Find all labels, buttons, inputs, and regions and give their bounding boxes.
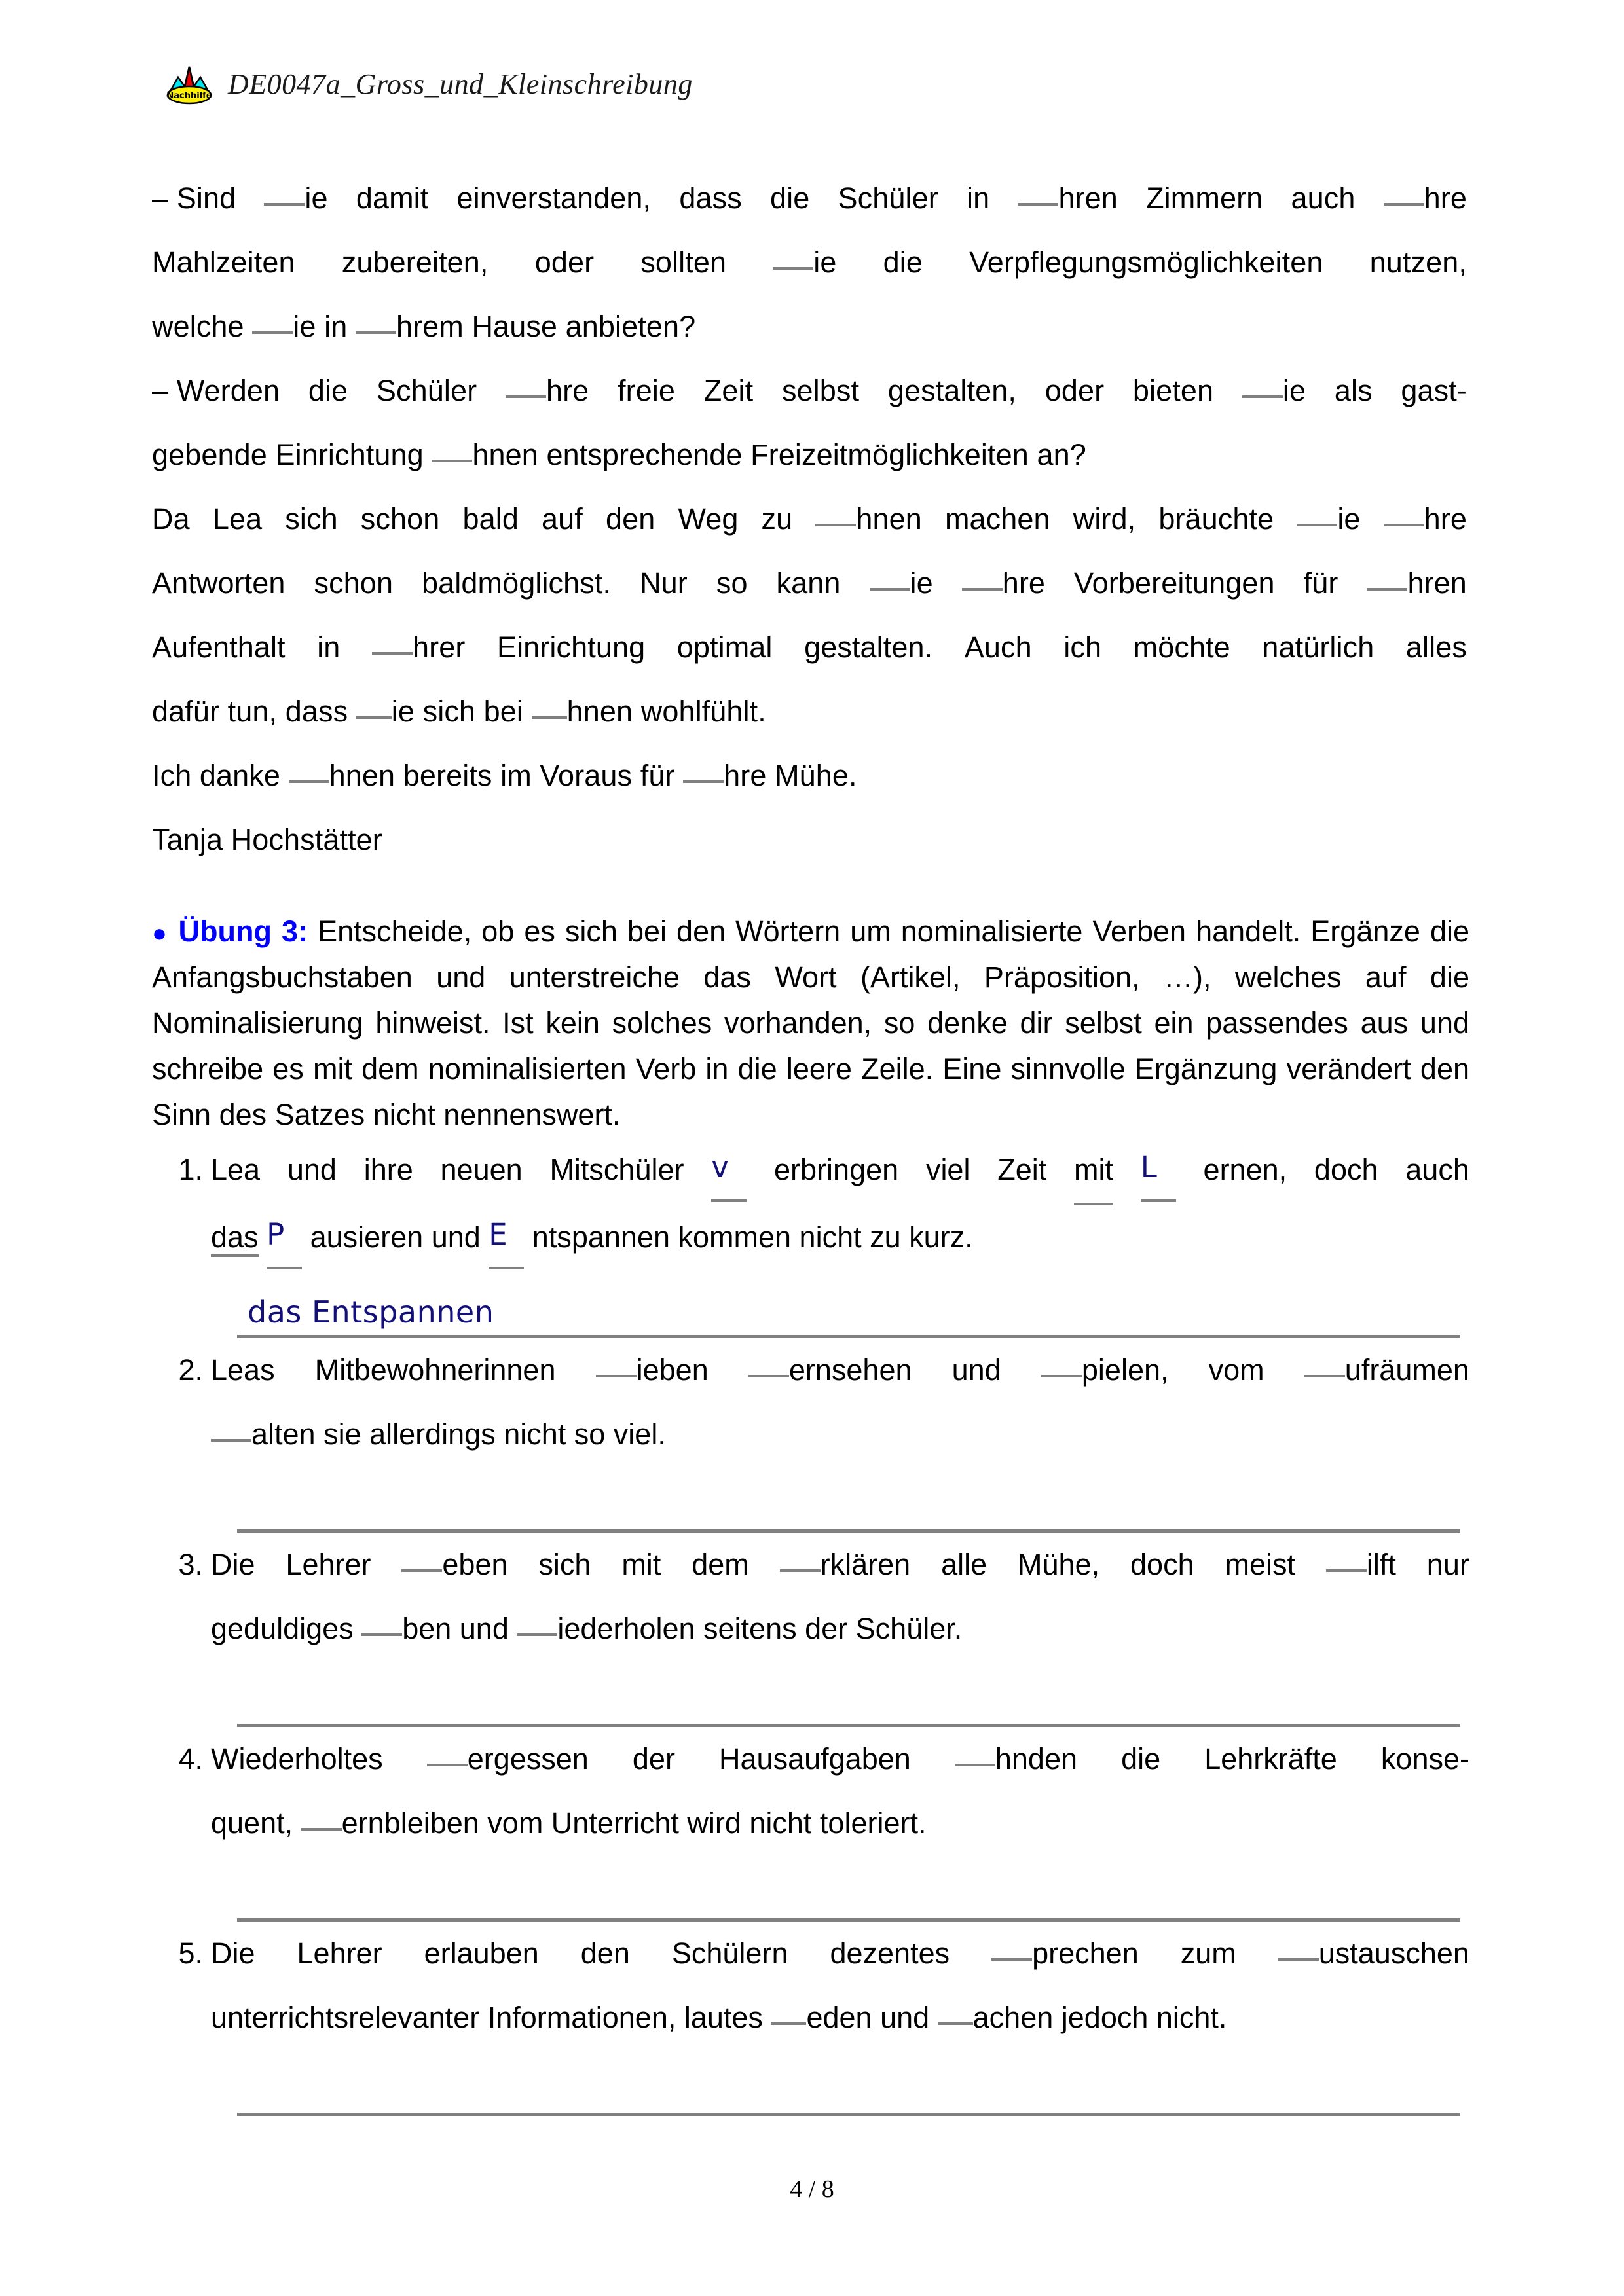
list-item: [165, 1338, 1469, 1533]
bullet-icon: ●: [152, 920, 169, 947]
letter-line-4: – Werden die Schüler hre freie Zeit selbst gestalten, oder bieten ie als gast-: [152, 374, 1467, 407]
item-number: 5.: [178, 1937, 203, 1970]
blank-field[interactable]: [955, 1764, 995, 1766]
letter-signature: Tanja Hochstätter: [152, 823, 382, 856]
letter-line-3: welche ie in hrem Hause anbieten?: [152, 310, 696, 343]
handwritten-letter: v: [711, 1150, 729, 1184]
blank-field[interactable]: [432, 460, 472, 462]
letter-line-8: Aufenthalt in hrer Einrichtung optimal gestalten. Auch ich möchte natürlich alles: [152, 630, 1467, 664]
item-line: Leas Mitbewohnerinnen ieben ernsehen und pielen, vom ufräumen: [211, 1353, 1469, 1387]
blank-field[interactable]: [748, 1375, 789, 1377]
item-line: quent, ernbleiben vom Unterricht wird nicht toleriert.: [211, 1806, 927, 1840]
page-number: 4 / 8: [790, 2176, 834, 2203]
blank-field[interactable]: [289, 780, 329, 783]
answer-line[interactable]: [237, 1855, 1460, 1922]
blank-field[interactable]: [211, 1439, 251, 1442]
answer-text: das Entspannen: [248, 1294, 494, 1330]
letter-line-2: Mahlzeiten zubereiten, oder sollten ie die Verpflegungsmöglichkeiten nutzen,: [152, 246, 1467, 279]
blank-field[interactable]: [1018, 203, 1058, 206]
blank-field[interactable]: [301, 1828, 342, 1831]
item-number: 3.: [178, 1548, 203, 1581]
handwritten-letter: L: [1140, 1150, 1157, 1184]
handwritten-letter: E: [489, 1217, 507, 1252]
item-line: Die Lehrer erlauben den Schülern dezentes prechen zum ustauschen: [211, 1937, 1469, 1970]
list-item: [165, 1533, 1469, 1727]
blank-field[interactable]: [773, 267, 813, 270]
blank-field[interactable]: [372, 652, 413, 655]
blank-field[interactable]: [870, 588, 910, 591]
list-item: [165, 1727, 1469, 1922]
answer-line[interactable]: [237, 1467, 1460, 1533]
item-line: Die Lehrer eben sich mit dem rklären alle Mühe, doch meist ilft nur: [211, 1548, 1469, 1581]
blank-field[interactable]: [683, 780, 724, 783]
blank-field[interactable]: [1384, 203, 1424, 206]
blank-field[interactable]: [532, 716, 567, 719]
blank-field[interactable]: [815, 524, 856, 526]
item-line: unterrichtsrelevanter Informationen, lautes eden und achen jedoch nicht.: [211, 2001, 1227, 2034]
blank-field[interactable]: [938, 2022, 973, 2025]
exercise-item-list: [165, 1138, 1469, 2116]
item-line: Wiederholtes ergessen der Hausaufgaben hnden die Lehrkräfte konse-: [211, 1742, 1469, 1776]
blank-field-filled[interactable]: [1141, 1135, 1176, 1202]
item-line: geduldiges ben und iederholen seitens der Schüler.: [211, 1612, 963, 1645]
document-title: DE0047a_Gross_und_Kleinschreibung: [228, 67, 693, 100]
item-line: alten sie allerdings nicht so viel.: [211, 1402, 1469, 1467]
list-item: [165, 1138, 1469, 1338]
blank-field[interactable]: [596, 1375, 637, 1377]
underlined-word[interactable]: mit: [1074, 1138, 1113, 1205]
letter-body: [152, 166, 1467, 872]
blank-field[interactable]: [517, 1633, 557, 1636]
letter-line-9: dafür tun, dass ie sich bei hnen wohlfühlt.: [152, 695, 766, 728]
letter-line-5: gebende Einrichtung hnen entsprechende Freizeitmöglichkeiten an?: [152, 438, 1086, 471]
blank-field[interactable]: [1384, 524, 1424, 526]
item-line: Lea und ihre neuen Mitschüler v erbringen viel Zeit mit L ernen, doch auch: [211, 1138, 1469, 1205]
letter-line-7: Antworten schon baldmöglichst. Nur so kann ie hre Vorbereitungen für hren: [152, 566, 1467, 600]
answer-line[interactable]: [237, 2050, 1460, 2116]
item-line: das P ausieren und E ntspannen kommen nicht zu kurz.: [211, 1205, 1469, 1272]
list-item: [165, 1922, 1469, 2116]
letter-line-6: Da Lea sich schon bald auf den Weg zu hnen machen wird, bräuchte ie hre: [152, 502, 1467, 536]
answer-line[interactable]: [237, 1272, 1460, 1338]
blank-field-filled[interactable]: [267, 1203, 302, 1269]
blank-field[interactable]: [356, 331, 396, 334]
exercise-instructions: [152, 909, 1469, 1138]
blank-field[interactable]: [1304, 1375, 1345, 1377]
item-number: 4.: [178, 1742, 203, 1776]
blank-field[interactable]: [1041, 1375, 1082, 1377]
blank-field[interactable]: [1297, 524, 1337, 526]
item-number: 1.: [178, 1153, 203, 1186]
blank-field[interactable]: [991, 1958, 1032, 1961]
blank-field[interactable]: [356, 716, 392, 719]
answer-line[interactable]: [237, 1661, 1460, 1727]
letter-line-1: – Sind ie damit einverstanden, dass die Schüler in hren Zimmern auch hre: [152, 181, 1467, 215]
blank-field[interactable]: [401, 1569, 442, 1572]
letter-line-10: Ich danke hnen bereits im Voraus für hre Mühe.: [152, 759, 857, 792]
blank-field[interactable]: [1278, 1958, 1319, 1961]
blank-field[interactable]: [962, 588, 1003, 591]
blank-field[interactable]: [1242, 395, 1283, 398]
exercise-label: Übung 3:: [178, 915, 308, 948]
blank-field[interactable]: [264, 203, 304, 206]
item-number: 2.: [178, 1353, 203, 1387]
blank-field[interactable]: [252, 331, 293, 334]
blank-field[interactable]: [1326, 1569, 1367, 1572]
blank-field[interactable]: [361, 1633, 402, 1636]
blank-field[interactable]: [771, 2022, 806, 2025]
blank-field[interactable]: [1367, 588, 1407, 591]
blank-field[interactable]: [506, 395, 546, 398]
handwritten-letter: P: [267, 1217, 285, 1252]
blank-field[interactable]: [427, 1764, 468, 1766]
underlined-word[interactable]: das: [211, 1220, 259, 1257]
blank-field[interactable]: [780, 1569, 821, 1572]
blank-field-filled[interactable]: [711, 1135, 747, 1202]
page-header: [165, 63, 693, 105]
exercise-instruction-text: Entscheide, ob es sich bei den Wörtern um nominalisierte Verben handelt. Ergänze die Anfangsbuchstaben und unterstreiche das Wort (Artikel, Präposition, …), welches auf die Nominalisierung hinweist. Ist kein solches vorhanden, so denke dir selbst ein passendes aus und schreibe es mit dem nominalisierten Verb in die leere Zeile. Eine sinnvolle Ergänzung verändert den Sinn des Satzes nicht nennenswert.: [152, 915, 1469, 1131]
nachhilfe-logo-icon: [165, 63, 213, 105]
svg-text:Nachhilfe: Nachhilfe: [166, 91, 212, 101]
blank-field-filled[interactable]: [489, 1203, 524, 1269]
